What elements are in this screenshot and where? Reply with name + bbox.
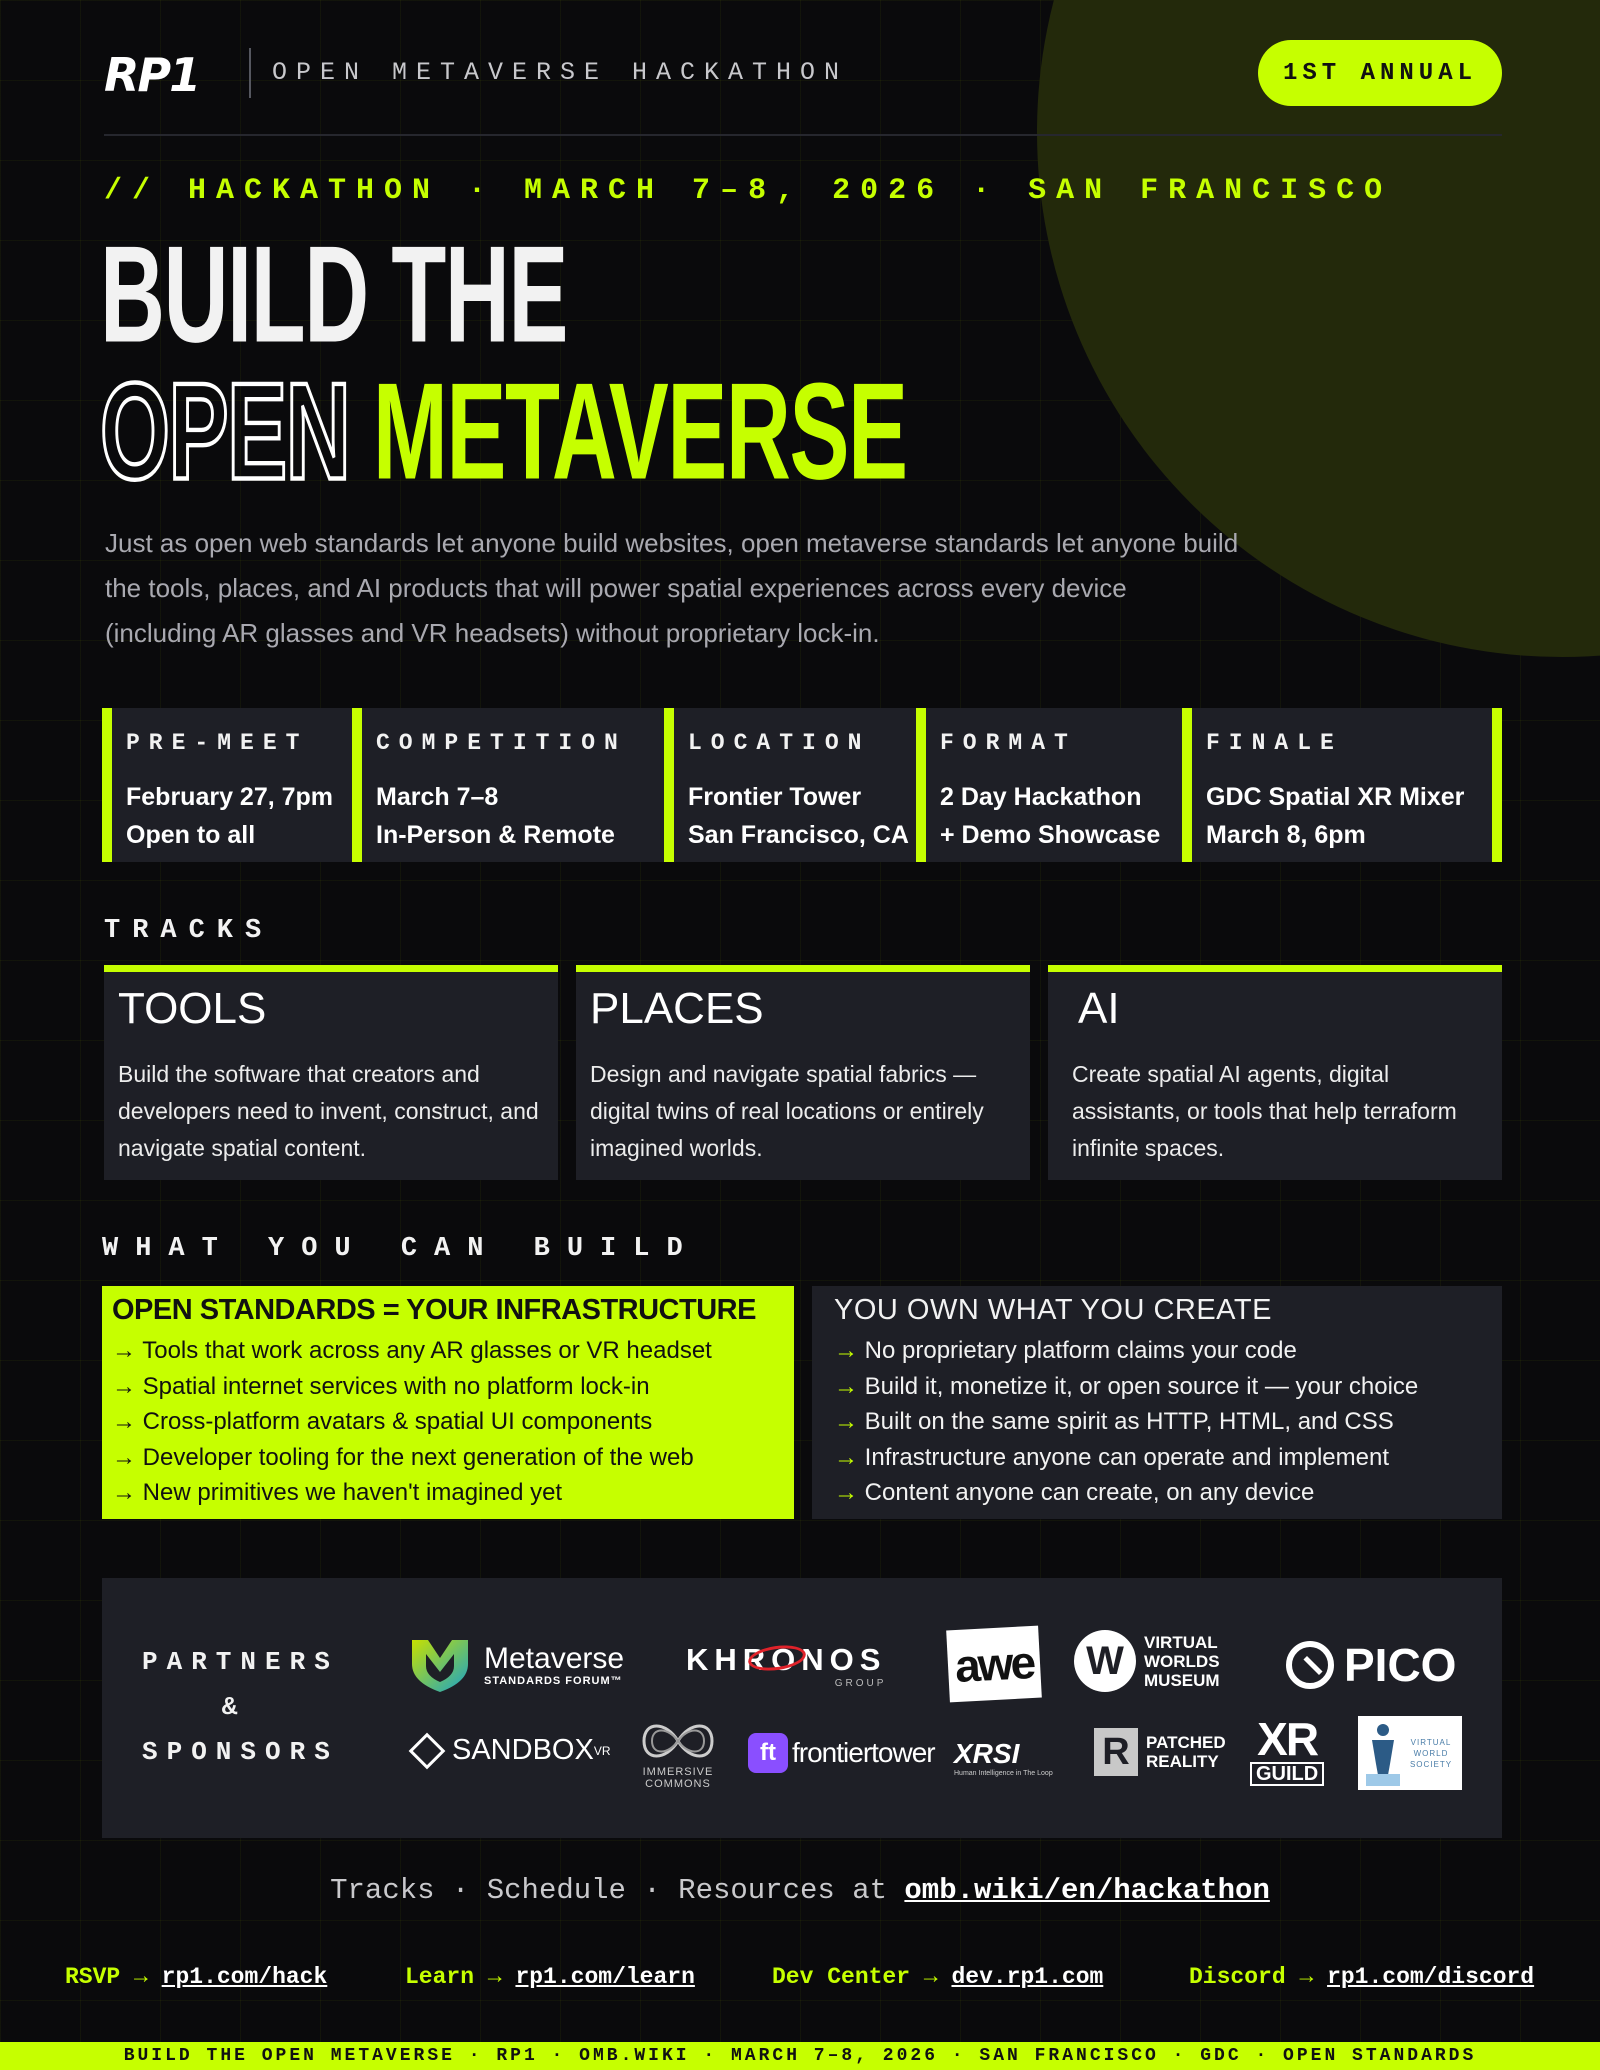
intro-paragraph: Just as open web standards let anyone build websites, open metaverse standards let anyone build the tools, places, and AI products that will power spatial experiences across every device (including AR glasses and VR headsets) without proprietary lock-in. [105,528,1239,648]
info-value: Open to all [126,821,256,849]
build-list-item: → Tools that work across any AR glasses or VR headset [112,1337,712,1364]
event-info-strip [102,708,1502,862]
quick-link-rsvp: RSVP → rp1.com/hack [65,1964,328,1990]
quick-link-discord: Discord → rp1.com/discord [1189,1964,1535,1990]
track-card-places [576,965,1030,1180]
build-list-item: → No proprietary platform claims your code [834,1337,1297,1364]
arrow-icon: → [834,1337,858,1364]
build-box-title: OPEN STANDARDS = YOUR INFRASTRUCTURE [112,1294,756,1326]
track-description: Design and navigate spatial fabrics — digital twins of real locations or entirely imagined worlds. [590,1061,984,1161]
build-list-item: → Built on the same spirit as HTTP, HTML, and CSS [834,1408,1394,1435]
build-list-item: → Infrastructure anyone can operate and implement [834,1443,1389,1471]
build-list-item: → Developer tooling for the next generation of the web [112,1443,694,1471]
info-value: + Demo Showcase [940,821,1161,849]
title-line-1: BUILD THE [100,218,568,372]
title-line-2 [100,355,907,509]
info-value: San Francisco, CA [688,821,909,849]
virtual-world-society-logo[interactable]: VIRTUAL WORLD SOCIETY [1358,1716,1462,1790]
track-card-ai [1048,965,1502,1180]
track-card-tools [104,965,558,1180]
info-label: COMPETITION [376,730,627,756]
track-description: Build the software that creators and developers need to invent, construct, and navigate spatial content. [118,1061,539,1161]
info-value: February 27, 7pm [126,783,334,811]
info-label: FORMAT [940,730,1077,756]
track-title: TOOLS [118,984,267,1033]
rsvp-link[interactable]: rp1.com/hack [161,1964,328,1990]
awe-logo[interactable]: awe [946,1626,1042,1703]
track-description: Create spatial AI agents, digital assistants, or tools that help terraform infinite spaces. [1072,1061,1457,1161]
resources-line: Tracks · Schedule · Resources at omb.wiki/en/hackathon [330,1874,1270,1907]
build-list-item: → Content anyone can create, on any device [834,1479,1315,1506]
build-list-item: → Cross-platform avatars & spatial UI components [112,1408,653,1435]
info-value: In-Person & Remote [376,821,615,849]
frontier-icon: ft [748,1733,788,1773]
arrow-icon: → [112,1443,136,1471]
khronos-logo[interactable]: KHRONOS GROUP [686,1642,887,1689]
info-cell-competition [352,708,664,862]
info-cell-premeet [102,708,352,862]
pico-icon [1286,1641,1334,1689]
dateline: // HACKATHON · MARCH 7–8, 2026 · SAN FRANCISCO [104,174,1393,208]
xr-guild-logo[interactable]: XR GUILD [1250,1716,1324,1786]
arrow-icon: → [112,1337,136,1364]
info-value: 2 Day Hackathon [940,783,1142,811]
info-label: LOCATION [688,730,871,756]
page-title [100,218,1220,509]
info-value: March 8, 6pm [1206,821,1366,849]
build-box-title: YOU OWN WHAT YOU CREATE [834,1294,1272,1326]
title-accent-word: METAVERSE [372,355,907,509]
wiki-link[interactable]: omb.wiki/en/hackathon [904,1874,1270,1907]
metaverse-standards-forum-logo[interactable]: Metaverse STANDARDS FORUM™ [408,1636,624,1694]
annual-badge: 1ST ANNUAL [1258,40,1502,106]
frontier-tower-logo[interactable]: ft frontiertower [748,1733,935,1773]
patched-r-icon: R [1094,1728,1138,1776]
build-list-item: → New primitives we haven't imagined yet [112,1479,563,1506]
arrow-icon: → [834,1372,858,1400]
learn-link[interactable]: rp1.com/learn [515,1964,695,1990]
arrow-icon: → [112,1479,136,1506]
info-label: PRE-MEET [126,730,309,756]
info-value: March 7–8 [376,783,499,811]
arrow-icon: → [834,1408,858,1435]
vwm-icon: W [1074,1630,1136,1692]
header [104,40,1502,136]
info-cell-format [916,708,1182,862]
info-value: GDC Spatial XR Mixer [1206,783,1465,811]
info-cell-finale [1182,708,1492,862]
sandbox-diamond-icon [409,1732,446,1769]
arrow-icon: → [112,1408,136,1435]
patched-reality-logo[interactable]: R PATCHED REALITY [1094,1728,1230,1776]
quick-link-learn: Learn → rp1.com/learn [405,1964,695,1990]
title-outline-word: OPEN [100,355,350,509]
info-cell-location [664,708,916,862]
msf-icon [408,1636,472,1694]
arrow-icon: → [834,1479,858,1506]
build-list-item: → Build it, monetize it, or open source it — your choice [834,1372,1419,1400]
brand-title: OPEN METAVERSE HACKATHON [272,58,849,87]
sandbox-vr-logo[interactable]: SANDBOX VR [414,1734,611,1767]
footer-ticker: BUILD THE OPEN METAVERSE · RP1 · OMB.WIKI · MARCH 7–8, 2026 · SAN FRANCISCO · GDC · OPEN STANDARDS [0,2042,1600,2070]
open-standards-box [102,1286,794,1519]
pico-logo[interactable]: PICO [1286,1638,1456,1692]
virtual-worlds-museum-logo[interactable]: W VIRTUAL WORLDS MUSEUM [1074,1630,1262,1692]
immersive-commons-logo[interactable]: IMMERSIVE COMMONS [636,1716,720,1790]
info-value: Frontier Tower [688,783,862,811]
track-title: AI [1078,984,1120,1033]
discord-link[interactable]: rp1.com/discord [1327,1964,1535,1990]
tracks-heading: TRACKS [104,916,274,946]
track-title: PLACES [590,984,764,1033]
infinity-icon [636,1716,720,1766]
ownership-box [812,1286,1502,1519]
quick-link-dev-center: Dev Center → dev.rp1.com [772,1964,1104,1990]
build-list-item: → Spatial internet services with no platform lock-in [112,1372,650,1400]
partners-heading: PARTNERS & SPONSORS [142,1647,339,1767]
info-label: FINALE [1206,730,1343,756]
arrow-icon: → [834,1443,858,1471]
dev-center-link[interactable]: dev.rp1.com [951,1964,1104,1990]
header-divider [249,48,251,98]
vws-figure-icon [1366,1720,1400,1786]
build-heading: WHAT YOU CAN BUILD [102,1234,700,1264]
partners-panel [102,1578,1502,1838]
xrsi-logo[interactable]: XRSI Human Intelligence in The Loop [954,1738,1053,1777]
info-strip-end [1492,708,1502,862]
arrow-icon: → [112,1372,136,1400]
rp1-logo[interactable]: RP1 [104,48,200,102]
